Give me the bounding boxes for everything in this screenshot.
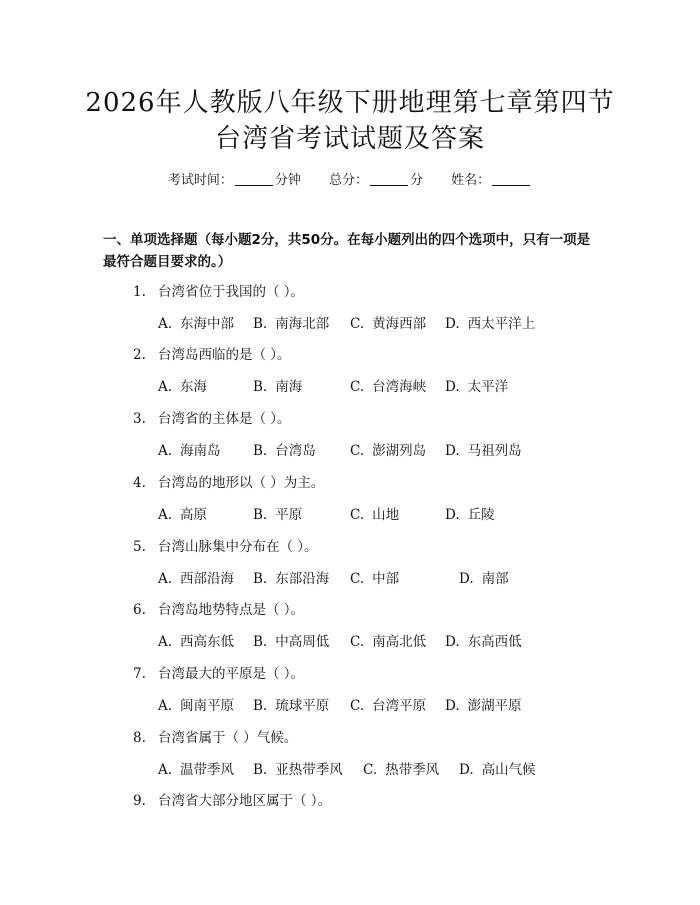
question-text: 台湾岛地势特点是（ ）。 [158,602,305,618]
option-c: C. 黄海西部 [350,316,427,332]
section-heading: 一、单项选择题（每小题2分，共50分。在每小题列出的四个选项中，只有一项是最符合题目要求的。） [103,232,591,270]
question-6 [133,601,304,619]
option-b: B. 平原 [253,507,303,523]
question-text: 台湾省属于（ ）气候。 [158,730,298,746]
total-score-field [329,173,427,188]
question-number: 9. [133,793,146,809]
exam-time-unit: 分钟 [274,173,301,188]
option-a: A. 闽南平原 [158,698,235,714]
option-c: C. 澎湖列岛 [350,443,427,459]
student-name-blank [492,173,530,186]
question-number: 8. [133,730,146,746]
total-score-unit: 分 [410,173,424,188]
question-text: 台湾省的主体是（ ）。 [158,411,291,427]
option-d: D. 马祖列岛 [445,443,522,459]
document-title-line2: 台湾省考试试题及答案 [214,124,485,154]
option-c: C. 台湾海峡 [350,379,427,395]
total-score-label: 总分： [328,173,368,188]
option-d: D. 澎湖平原 [445,698,522,714]
option-d: D. 南部 [459,571,509,587]
option-a: A. 温带季风 [158,762,235,778]
question-number: 7. [133,666,146,682]
option-b: B. 琉球平原 [253,698,330,714]
question-8 [133,729,297,747]
student-name-field [451,173,532,188]
option-b: B. 台湾岛 [253,443,316,459]
question-number: 4. [133,475,146,491]
option-a: A. 东海 [158,379,208,395]
question-text: 台湾岛的地形以（ ）为主。 [158,475,325,491]
exam-time-field [168,173,305,188]
question-4 [133,474,324,492]
question-3 [133,410,291,428]
option-a: A. 高原 [158,507,208,523]
student-name-label: 姓名： [451,173,491,188]
option-b: B. 中高周低 [253,634,330,650]
exam-time-blank [235,173,273,186]
question-text: 台湾最大的平原是（ ）。 [158,666,305,682]
option-c: C. 南高北低 [350,634,427,650]
option-b: B. 南海北部 [253,316,330,332]
option-d: D. 丘陵 [445,507,495,523]
question-7 [133,665,304,683]
option-d: D. 东高西低 [445,634,522,650]
exam-info [0,169,700,188]
question-9 [133,792,331,810]
option-a: A. 东海中部 [158,316,235,332]
question-number: 5. [133,539,146,555]
option-d: D. 高山气候 [459,762,536,778]
exam-time-label: 考试时间： [167,173,233,188]
option-a: A. 西高东低 [158,634,235,650]
question-text: 台湾省位于我国的（ ）。 [158,284,305,300]
option-d: D. 太平洋 [445,379,509,395]
question-number: 1. [133,284,146,300]
option-c: C. 中部 [350,571,400,587]
question-1 [133,283,304,301]
question-text: 台湾省大部分地区属于（ ）。 [158,793,332,809]
question-2 [133,346,291,364]
question-5 [133,538,318,556]
option-c: C. 台湾平原 [350,698,427,714]
question-number: 3. [133,411,146,427]
question-number: 6. [133,602,146,618]
option-a: A. 海南岛 [158,443,221,459]
total-score-blank [370,173,408,186]
option-a: A. 西部沿海 [158,571,235,587]
question-number: 2. [133,347,146,363]
option-d: D. 西太平洋上 [445,316,536,332]
option-b: B. 东部沿海 [253,571,330,587]
option-b: B. 南海 [253,379,303,395]
option-c: C. 山地 [350,507,400,523]
option-c: C. 热带季风 [363,762,440,778]
question-text: 台湾岛西临的是（ ）。 [158,347,291,363]
document-title-line1: 2026年人教版八年级下册地理第七章第四节 [85,88,615,118]
option-b: B. 亚热带季风 [253,762,343,778]
question-text: 台湾山脉集中分布在（ ）。 [158,539,318,555]
